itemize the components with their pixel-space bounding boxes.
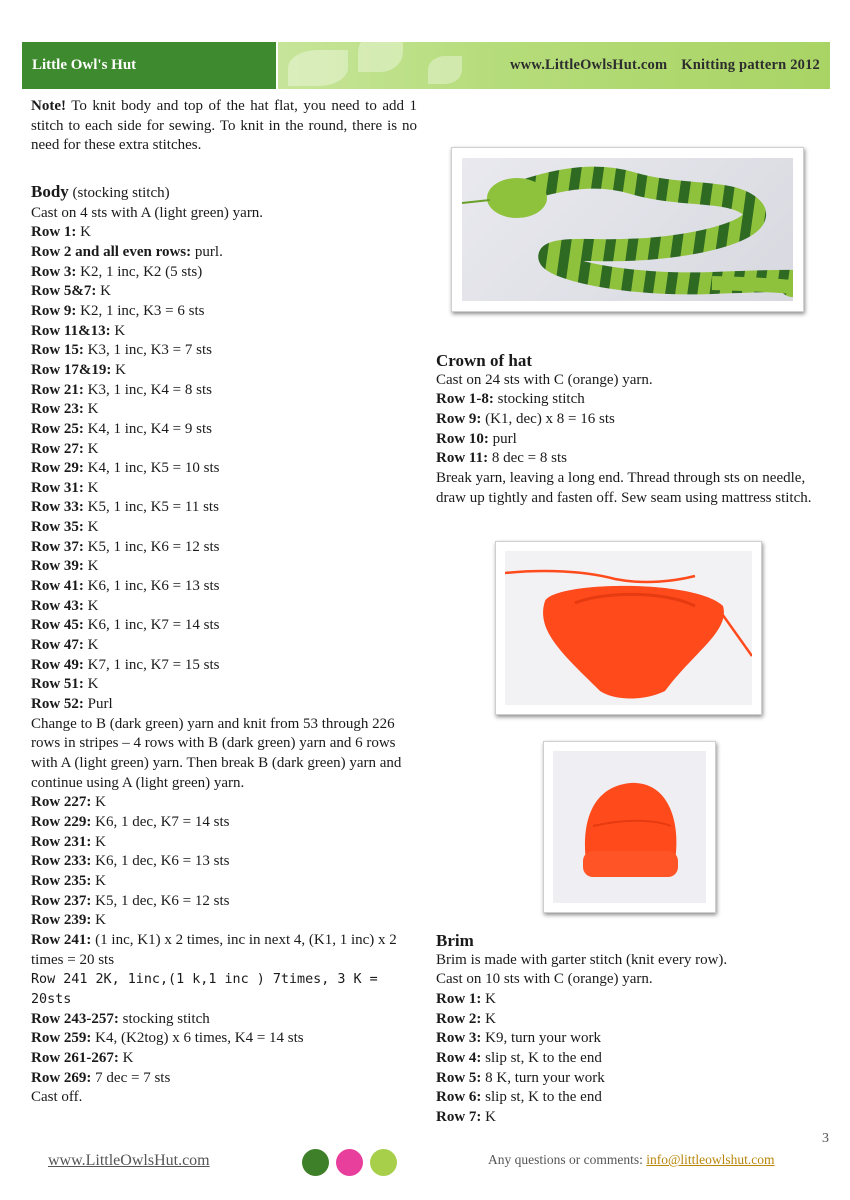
- row-instruction: K: [91, 912, 107, 929]
- row-label: Row 49:: [31, 656, 84, 673]
- row-line: [31, 872, 417, 892]
- row-instruction: K6, 1 inc, K7 = 14 sts: [83, 617, 220, 634]
- footer-contact-prefix: Any questions or comments:: [488, 1152, 647, 1167]
- row-instruction: K: [110, 322, 126, 339]
- row-line: [31, 459, 417, 479]
- row-label: Row 4:: [436, 1049, 482, 1066]
- footer-dot-light-green: [370, 1149, 397, 1176]
- row-instruction: slip st, K to the end: [481, 1049, 602, 1066]
- row-label: Row 243-257:: [31, 1010, 119, 1027]
- row-instruction: K: [83, 558, 99, 575]
- row-line: [31, 931, 417, 970]
- row-instruction: K6, 1 inc, K6 = 13 sts: [83, 578, 220, 595]
- header-brand-bar: [22, 42, 276, 89]
- row-line: [31, 656, 417, 676]
- row-label: Row 21:: [31, 381, 84, 398]
- snake-photo: [451, 147, 804, 312]
- row-line: [31, 695, 417, 715]
- row-label: Row 237:: [31, 892, 92, 909]
- row-label: Row 29:: [31, 460, 84, 477]
- crown-cast-on: Cast on 24 sts with C (orange) yarn.: [436, 371, 653, 388]
- row-line: [31, 302, 417, 322]
- row-instruction: K2, 1 inc, K3 = 6 sts: [76, 302, 205, 319]
- row-instruction: K: [91, 872, 107, 889]
- row-instruction: purl: [488, 430, 517, 447]
- row-line: [31, 243, 417, 263]
- row-line: [31, 322, 417, 342]
- row-line: [31, 813, 417, 833]
- row-line: [31, 892, 417, 912]
- row-instruction: K6, 1 dec, K7 = 14 sts: [91, 813, 230, 830]
- row-label: Row 261-267:: [31, 1049, 119, 1066]
- row-line: [31, 341, 417, 361]
- row-line: [31, 518, 417, 538]
- row-line: [31, 1069, 417, 1089]
- brim-section: [436, 931, 821, 1128]
- note-text: To knit body and top of the hat flat, you need to add 1 stitch to each side for sewing. To knit in the round, there is no need for these extra stitches.: [31, 98, 417, 154]
- row-instruction: K: [96, 283, 111, 300]
- header-website[interactable]: www.LittleOwlsHut.com: [510, 57, 668, 73]
- leaf-decoration: [358, 42, 403, 72]
- brim-cast-on: Cast on 10 sts with C (orange) yarn.: [436, 971, 653, 988]
- row-label: Row 52:: [31, 696, 84, 713]
- leaf-decoration: [288, 50, 348, 86]
- header-title: [510, 42, 820, 89]
- row-instruction: K: [118, 1049, 134, 1066]
- row-line: [31, 361, 417, 381]
- row-instruction: K: [481, 1108, 497, 1125]
- row-label: Row 233:: [31, 853, 92, 870]
- row-label: Row 2:: [436, 1010, 482, 1027]
- row-instruction: stocking stitch: [493, 391, 585, 408]
- row-label: Row 6:: [436, 1089, 482, 1106]
- row-label: Row 11&13:: [31, 322, 111, 339]
- crown-rows-list: [436, 390, 821, 469]
- row-label: Row 35:: [31, 519, 84, 536]
- row-instruction: K4, 1 inc, K5 = 10 sts: [83, 460, 220, 477]
- row-label: Row 43:: [31, 597, 84, 614]
- row-instruction: K4, 1 inc, K4 = 9 sts: [83, 420, 212, 437]
- row-label: Row 25:: [31, 420, 84, 437]
- body-rows2-list: [31, 793, 417, 970]
- row-line: [31, 793, 417, 813]
- row-line: [31, 1029, 417, 1049]
- row-instruction: K: [481, 990, 497, 1007]
- row-line: [31, 420, 417, 440]
- row-line: [31, 538, 417, 558]
- row-label: Row 5:: [436, 1069, 482, 1086]
- row-instruction: K6, 1 dec, K6 = 13 sts: [91, 853, 230, 870]
- cast-off-line: Cast off.: [31, 1089, 83, 1106]
- row-instruction: K: [83, 479, 99, 496]
- row-instruction: slip st, K to the end: [481, 1089, 602, 1106]
- row-line: [31, 597, 417, 617]
- row-label: Row 1-8:: [436, 391, 494, 408]
- row-label: Row 9:: [436, 410, 482, 427]
- row-line: [31, 616, 417, 636]
- header-title-bar: [278, 42, 830, 89]
- footer-dot-dark-green: [302, 1149, 329, 1176]
- row-instruction: K5, 1 inc, K5 = 11 sts: [83, 499, 219, 516]
- row-label: Row 27:: [31, 440, 84, 457]
- row-label: Row 15:: [31, 342, 84, 359]
- row-line: [31, 1010, 417, 1030]
- row-label: Row 10:: [436, 430, 489, 447]
- brim-rows-list: [436, 990, 821, 1128]
- row-line: [436, 990, 821, 1010]
- leaf-decoration: [428, 56, 462, 84]
- row-instruction: (1 inc, K1) x 2 times, inc in next 4, (K1, 1 inc) x 2 times = 20 sts: [31, 931, 397, 968]
- body-change-paragraph: Change to B (dark green) yarn and knit from 53 through 226 rows in stripes – 4 rows with B (dark green) yarn and 6 rows with A (light green) yarn. Then break B (dark green) yarn and continue using A (light green) yarn.: [31, 715, 402, 791]
- row-label: Row 239:: [31, 912, 92, 929]
- row-line: [31, 479, 417, 499]
- row-label: Row 41:: [31, 578, 84, 595]
- row-instruction: K: [91, 833, 107, 850]
- row-label: Row 5&7:: [31, 283, 97, 300]
- row-label: Row 231:: [31, 833, 92, 850]
- row-instruction: K: [76, 224, 92, 241]
- row-line: [436, 1049, 821, 1069]
- row-label: Row 33:: [31, 499, 84, 516]
- brim-intro: Brim is made with garter stitch (knit every row).: [436, 951, 728, 968]
- brand-name: Little Owl's Hut: [32, 57, 137, 73]
- left-column: [31, 97, 417, 1108]
- row-line: [436, 390, 821, 410]
- row-label: Row 47:: [31, 637, 84, 654]
- row-line: [31, 1049, 417, 1069]
- row-line: [31, 223, 417, 243]
- hat-photo: [543, 741, 716, 913]
- row-label: Row 269:: [31, 1069, 92, 1086]
- row-line: [31, 675, 417, 695]
- row-label: Row 235:: [31, 872, 92, 889]
- row-line: [31, 833, 417, 853]
- row-line: [31, 400, 417, 420]
- row-line: [31, 577, 417, 597]
- row-instruction: K2, 1 inc, K2 (5 sts): [76, 263, 203, 280]
- hat-image: [553, 751, 706, 903]
- row-instruction: K: [111, 361, 126, 378]
- row-instruction: K: [83, 401, 99, 418]
- row-instruction: K7, 1 inc, K7 = 15 sts: [83, 656, 220, 673]
- row-label: Row 1:: [31, 224, 77, 241]
- row-instruction: K: [83, 597, 99, 614]
- row-label: Row 45:: [31, 617, 84, 634]
- crown-photo: [495, 541, 762, 715]
- row-instruction: stocking stitch: [118, 1010, 210, 1027]
- row-instruction: K: [83, 519, 99, 536]
- row-label: Row 23:: [31, 401, 84, 418]
- row-label: Row 259:: [31, 1030, 92, 1047]
- row-label: Row 2 and all even rows:: [31, 243, 192, 260]
- row-label: Row 9:: [31, 302, 77, 319]
- row-line: [436, 1029, 821, 1049]
- row-label: Row 37:: [31, 538, 84, 555]
- row-instruction: 8 K, turn your work: [481, 1069, 605, 1086]
- row-line: [436, 1108, 821, 1128]
- note-paragraph: [31, 97, 417, 156]
- row-instruction: K4, (K2tog) x 6 times, K4 = 14 sts: [91, 1030, 304, 1047]
- row-instruction: K5, 1 dec, K6 = 12 sts: [91, 892, 230, 909]
- footer-contact: [488, 1152, 775, 1168]
- row-instruction: (K1, dec) x 8 = 16 sts: [481, 410, 615, 427]
- body-title: Body: [31, 181, 69, 201]
- row-instruction: K: [481, 1010, 497, 1027]
- body-heading: [31, 182, 417, 204]
- footer-website-link[interactable]: www.LittleOwlsHut.com: [48, 1152, 210, 1169]
- row-instruction: Purl: [83, 696, 113, 713]
- row-label: Row 229:: [31, 813, 92, 830]
- row-instruction: 8 dec = 8 sts: [488, 450, 567, 467]
- crown-finish: Break yarn, leaving a long end. Thread through sts on needle, draw up tightly and fasten off. Sew seam using mattress stitch.: [436, 469, 812, 506]
- row-instruction: K: [91, 794, 107, 811]
- row-line: [436, 1010, 821, 1030]
- row-label: Row 7:: [436, 1108, 482, 1125]
- crown-title: Crown of hat: [436, 351, 533, 370]
- row-label: Row 241:: [31, 931, 92, 948]
- row-line: [436, 1069, 821, 1089]
- row-line: [436, 1088, 821, 1108]
- row-label: Row 51:: [31, 676, 84, 693]
- footer-dot-pink: [336, 1149, 363, 1176]
- row-instruction: K5, 1 inc, K6 = 12 sts: [83, 538, 220, 555]
- row-label: Row 1:: [436, 990, 482, 1007]
- row-label: Row 11:: [436, 450, 489, 467]
- body-rows-list: [31, 223, 417, 714]
- brim-title: Brim: [436, 931, 474, 950]
- row-line: [31, 381, 417, 401]
- row-label: Row 17&19:: [31, 361, 112, 378]
- row-line: [31, 263, 417, 283]
- row-instruction: purl.: [191, 243, 223, 260]
- row-label: Row 3:: [436, 1030, 482, 1047]
- row-label: Row 31:: [31, 479, 84, 496]
- page-number: 3: [822, 1131, 829, 1146]
- row-label: Row 227:: [31, 794, 92, 811]
- row-label: Row 39:: [31, 558, 84, 575]
- row-instruction: K3, 1 inc, K4 = 8 sts: [83, 381, 212, 398]
- body-rows3-list: [31, 1010, 417, 1089]
- row-line: [31, 636, 417, 656]
- row-line: [31, 852, 417, 872]
- row-line: [31, 498, 417, 518]
- row-instruction: K: [83, 676, 99, 693]
- row-line: [436, 430, 821, 450]
- note-label: Note!: [31, 98, 66, 114]
- row-label: Row 3:: [31, 263, 77, 280]
- body-subtitle: (stocking stitch): [68, 184, 170, 201]
- row-line: [31, 282, 417, 302]
- row-instruction: K3, 1 inc, K3 = 7 sts: [83, 342, 212, 359]
- header-pattern-label: Knitting pattern 2012: [681, 57, 820, 73]
- footer-email-link[interactable]: info@littleowlshut.com: [646, 1152, 775, 1167]
- row-line: [436, 410, 821, 430]
- row-line: [31, 557, 417, 577]
- row-instruction: K9, turn your work: [481, 1030, 601, 1047]
- row-instruction: K: [83, 440, 99, 457]
- row-line: [436, 449, 821, 469]
- snake-image: [462, 158, 793, 301]
- row-instruction: K: [83, 637, 99, 654]
- row-instruction: 7 dec = 7 sts: [91, 1069, 171, 1086]
- row-line: [31, 440, 417, 460]
- body-cast-on: Cast on 4 sts with A (light green) yarn.: [31, 204, 264, 221]
- row-line: [31, 911, 417, 931]
- mono-row-line: Row 241 2K, 1inc,(1 k,1 inc ) 7times, 3 K = 20sts: [31, 972, 378, 1007]
- crown-image: [505, 551, 752, 705]
- crown-section: [436, 351, 821, 508]
